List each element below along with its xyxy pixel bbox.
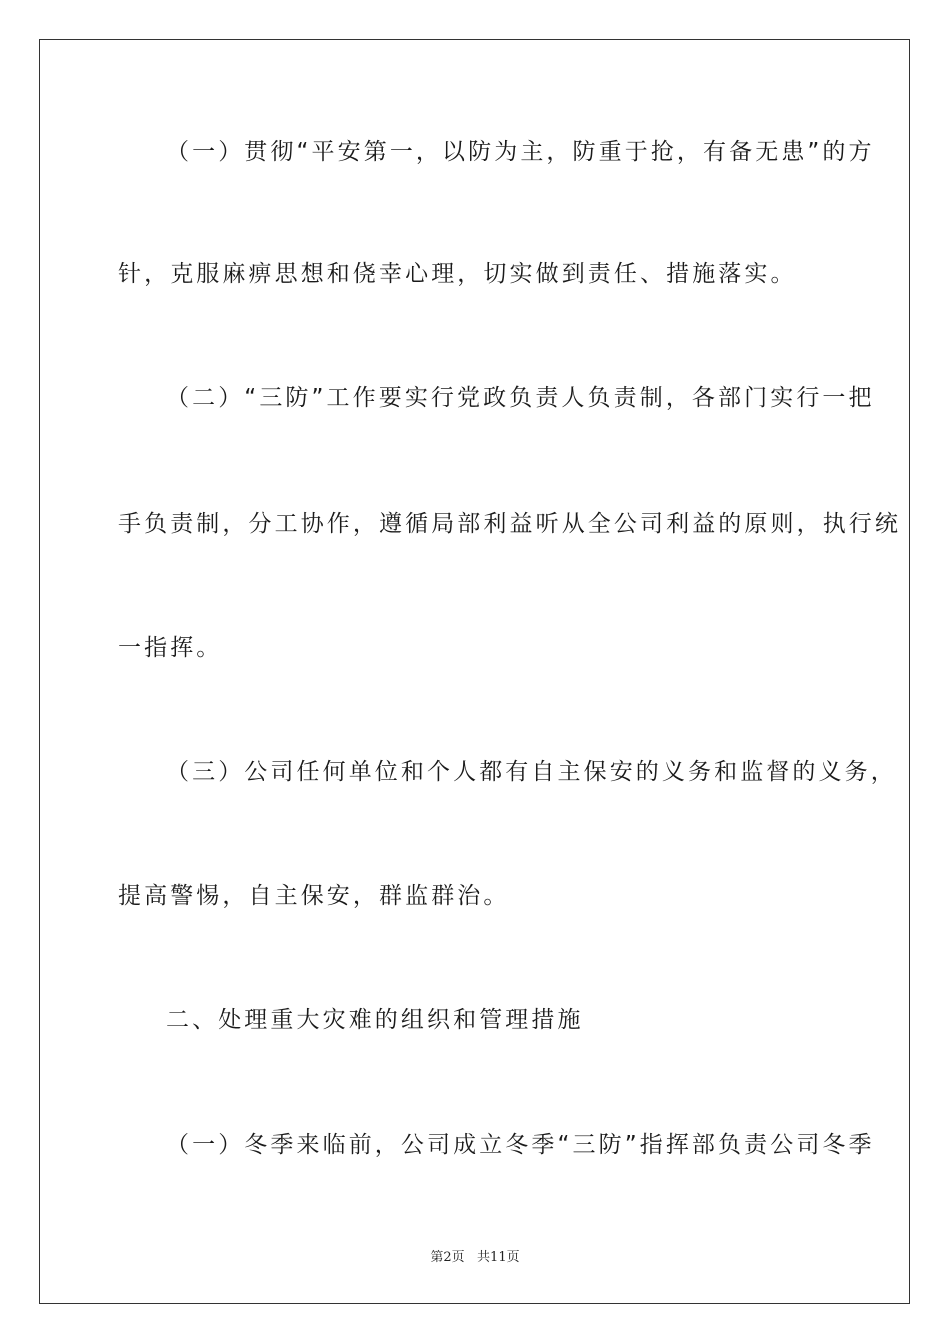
section-heading: 二、处理重大灾难的组织和管理措施 <box>166 1007 584 1033</box>
page-number-footer: 第2页 共11页 <box>430 1250 520 1265</box>
paragraph-line: 提高警惕，自主保安，群监群治。 <box>118 883 510 909</box>
paragraph-line: （二）“三防”工作要实行党政负责人负责制，各部门实行一把 <box>166 385 875 411</box>
paragraph-line: （三）公司任何单位和个人都有自主保安的义务和监督的义务， <box>166 759 897 785</box>
paragraph-line: 手负责制，分工协作，遵循局部利益听从全公司利益的原则，执行统 <box>118 511 901 537</box>
page-border <box>39 39 910 1304</box>
paragraph-line: （一）冬季来临前，公司成立冬季“三防”指挥部负责公司冬季 <box>166 1132 875 1158</box>
paragraph-line: 一指挥。 <box>118 635 223 661</box>
paragraph-line: （一）贯彻“平安第一，以防为主，防重于抢，有备无患”的方 <box>166 139 875 165</box>
paragraph-line: 针，克服麻痹思想和侥幸心理，切实做到责任、措施落实。 <box>118 261 797 287</box>
